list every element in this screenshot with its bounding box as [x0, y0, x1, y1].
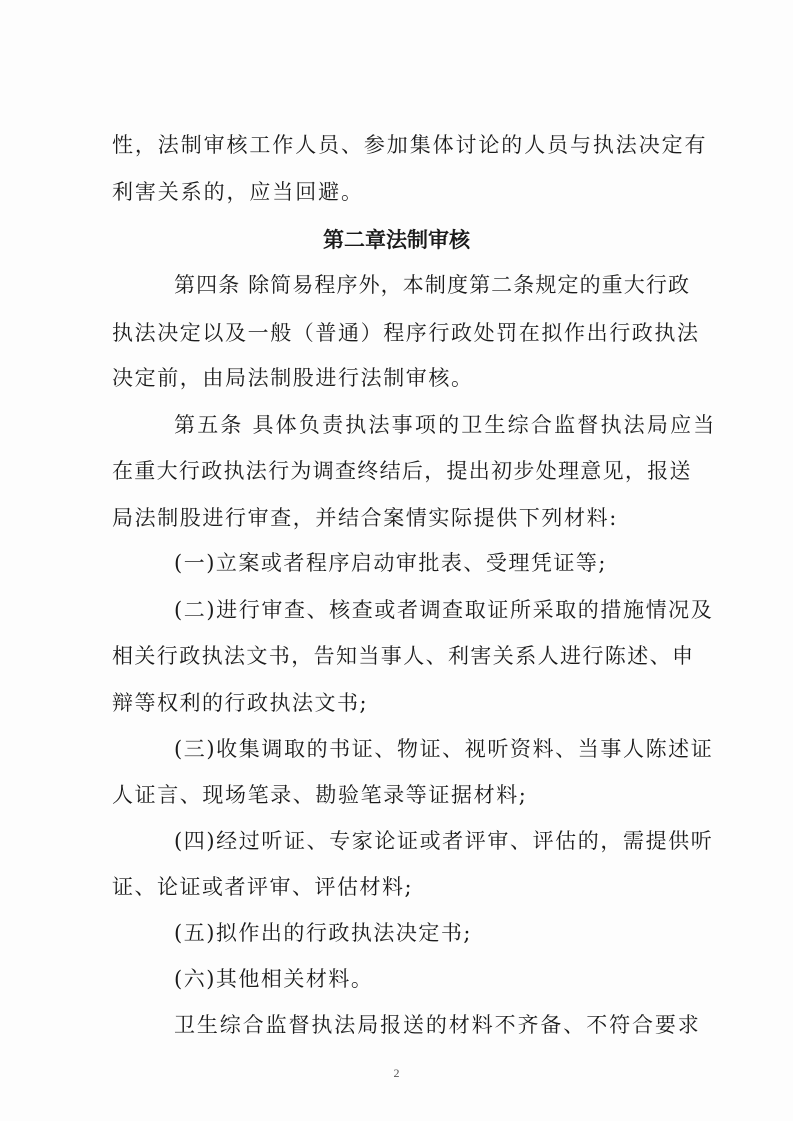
page-number: 2: [393, 1066, 400, 1080]
text-line: 局法制股进行审查，并结合案情实际提供下列材料:: [112, 506, 618, 530]
list-item: (二)进行审查、核查或者调查取证所采取的措施情况及: [174, 598, 714, 622]
article-line: 第五条 具体负责执法事项的卫生综合监督执法局应当: [174, 413, 717, 437]
text-line: 在重大行政执法行为调查终结后，提出初步处理意见，报送: [112, 459, 692, 483]
text-line: 卫生综合监督执法局报送的材料不齐备、不符合要求: [174, 1013, 701, 1037]
text-line: 辩等权利的行政执法文书;: [112, 691, 369, 715]
text-line: 性，法制审核工作人员、参加集体讨论的人员与执法决定有: [112, 133, 708, 157]
article-line: 第四条 除简易程序外，本制度第二条规定的重大行政: [174, 273, 691, 297]
text-line: 执法决定以及一般（普通）程序行政处罚在拟作出行政执法: [112, 321, 700, 345]
text-line: 决定前，由局法制股进行法制审核。: [112, 366, 474, 390]
list-item: (三)收集调取的书证、物证、视听资料、当事人陈述证: [174, 737, 714, 761]
list-item: (四)经过听证、专家论证或者评审、评估的，需提供听: [174, 829, 714, 853]
text-line: 证、论证或者评审、评估材料;: [112, 875, 414, 899]
list-item: (一)立案或者程序启动审批表、受理凭证等;: [174, 551, 607, 575]
list-item: (五)拟作出的行政执法决定书;: [174, 921, 472, 945]
list-item: (六)其他相关材料。: [174, 967, 374, 991]
text-line: 相关行政执法文书，告知当事人、利害关系人进行陈述、申: [112, 644, 695, 668]
text-line: 人证言、现场笔录、勘验笔录等证据材料;: [112, 783, 528, 807]
chapter-heading: 第二章法制审核: [323, 227, 470, 252]
text-line: 利害关系的，应当回避。: [112, 180, 364, 204]
